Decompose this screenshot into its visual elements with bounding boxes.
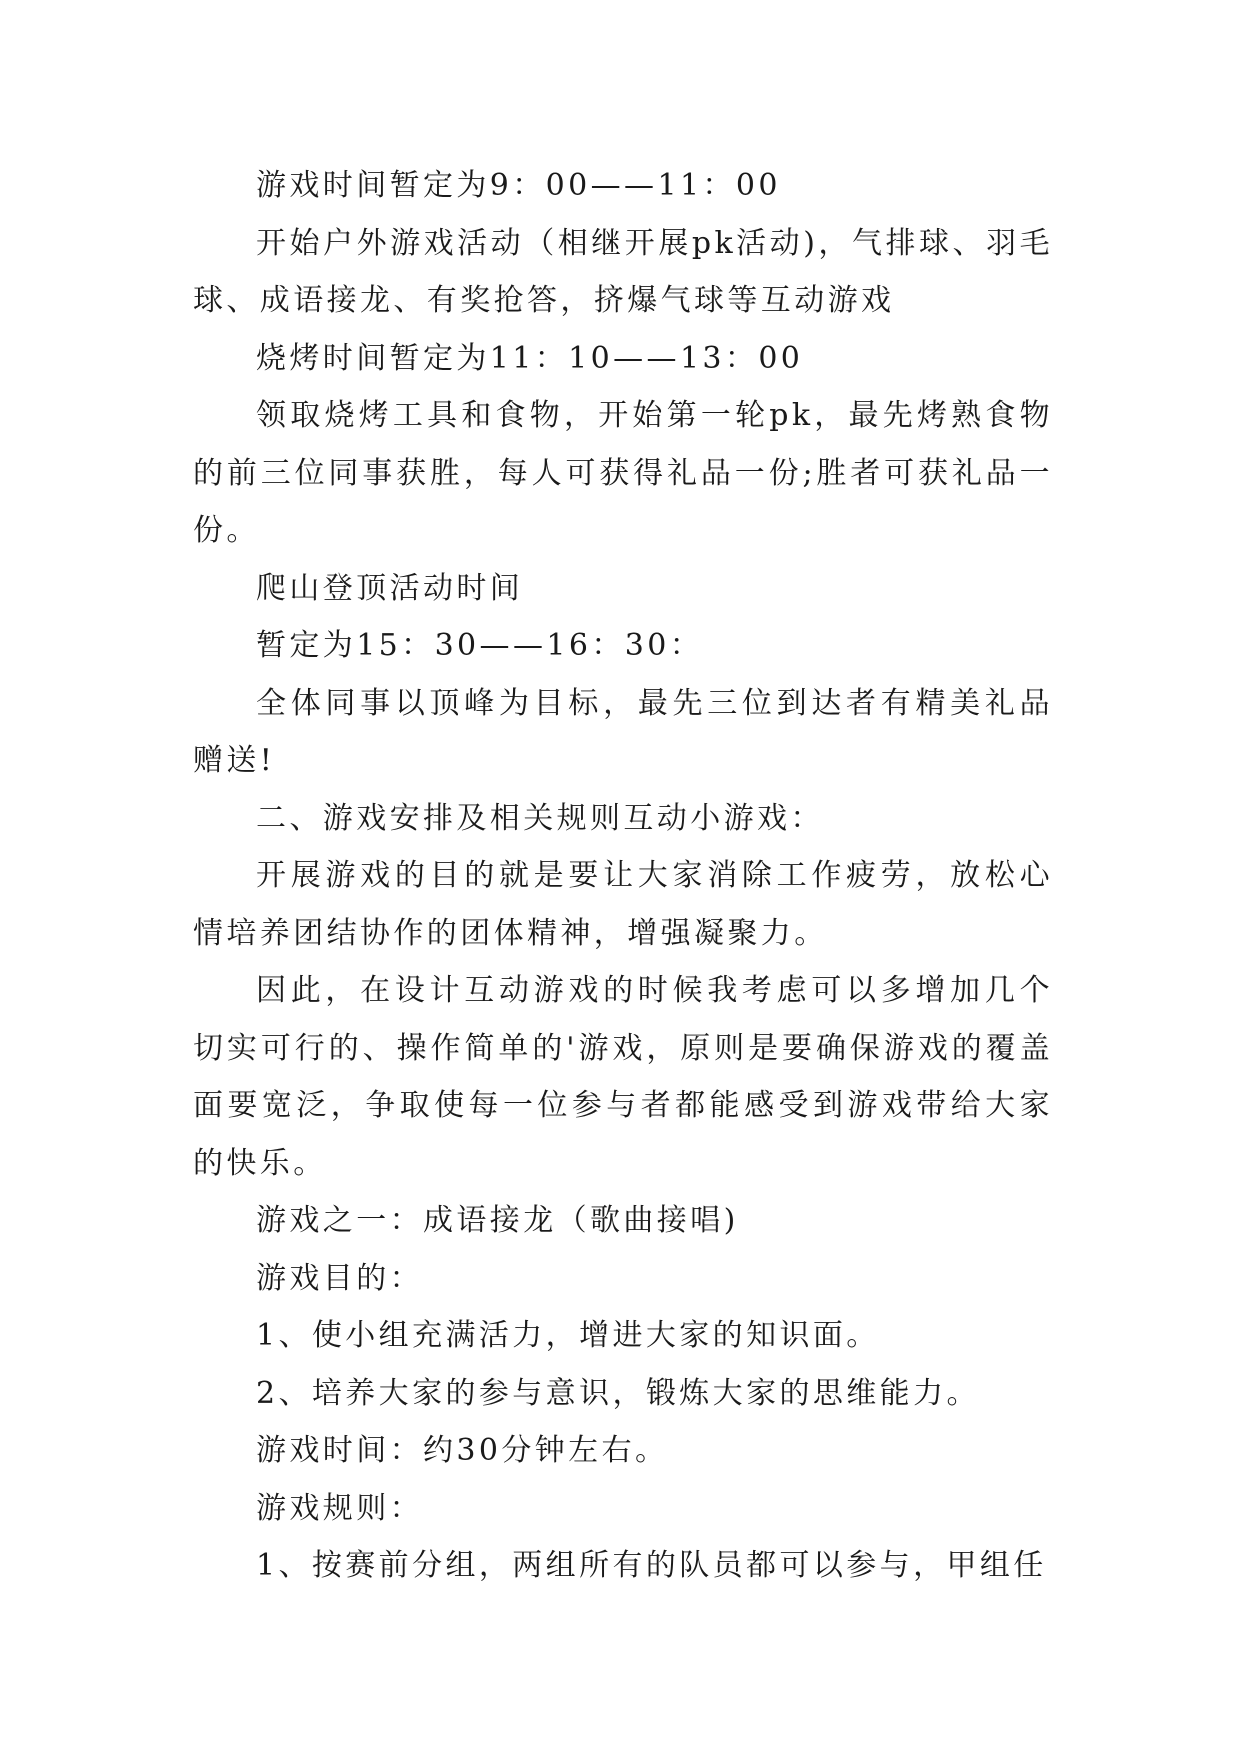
document-body (193, 157, 1053, 1595)
paragraph-16: 游戏规则： (256, 1490, 423, 1526)
paragraph-7: 全体同事以顶峰为目标，最先三位到达者有精美礼品赠送! (193, 685, 1053, 778)
paragraph-6: 暂定为15：30——16：30： (256, 628, 704, 663)
paragraph-10: 因此，在设计互动游戏的时候我考虑可以多增加几个切实可行的、操作简单的'游戏，原则是要确保游戏的覆盖面要宽泛，争取使每一位参与者都能感受到游戏带给大家的快乐。 (193, 973, 1053, 1181)
paragraph-9: 开展游戏的目的就是要让大家消除工作疲劳，放松心情培养团结协作的团体精神，增强凝聚力。 (193, 858, 1053, 951)
paragraph-15: 游戏时间：约30分钟左右。 (256, 1433, 669, 1468)
game-title: 游戏之一：成语接龙（歌曲接唱) (256, 1203, 739, 1238)
list-item-2: 2、培养大家的参与意识，锻炼大家的思维能力。 (256, 1375, 980, 1411)
paragraph-5: 爬山登顶活动时间 (256, 570, 524, 606)
paragraph-2: 开始户外游戏活动（相继开展pk活动)，气排球、羽毛球、成语接龙、有奖抢答，挤爆气球等互动游戏 (193, 225, 1053, 318)
section-heading: 二、游戏安排及相关规则互动小游戏： (256, 800, 824, 836)
paragraph-1: 游戏时间暂定为9：00——11：00 (256, 168, 781, 203)
paragraph-3: 烧烤时间暂定为11：10——13：00 (256, 340, 804, 376)
paragraph-12: 游戏目的： (256, 1260, 423, 1296)
list-item-3: 1、按赛前分组，两组所有的队员都可以参与，甲组任 (256, 1548, 1047, 1583)
list-item-1: 1、使小组充满活力，增进大家的知识面。 (256, 1318, 880, 1353)
paragraph-4: 领取烧烤工具和食物，开始第一轮pk，最先烤熟食物的前三位同事获胜，每人可获得礼品一份;胜者可获礼品一份。 (193, 398, 1053, 548)
